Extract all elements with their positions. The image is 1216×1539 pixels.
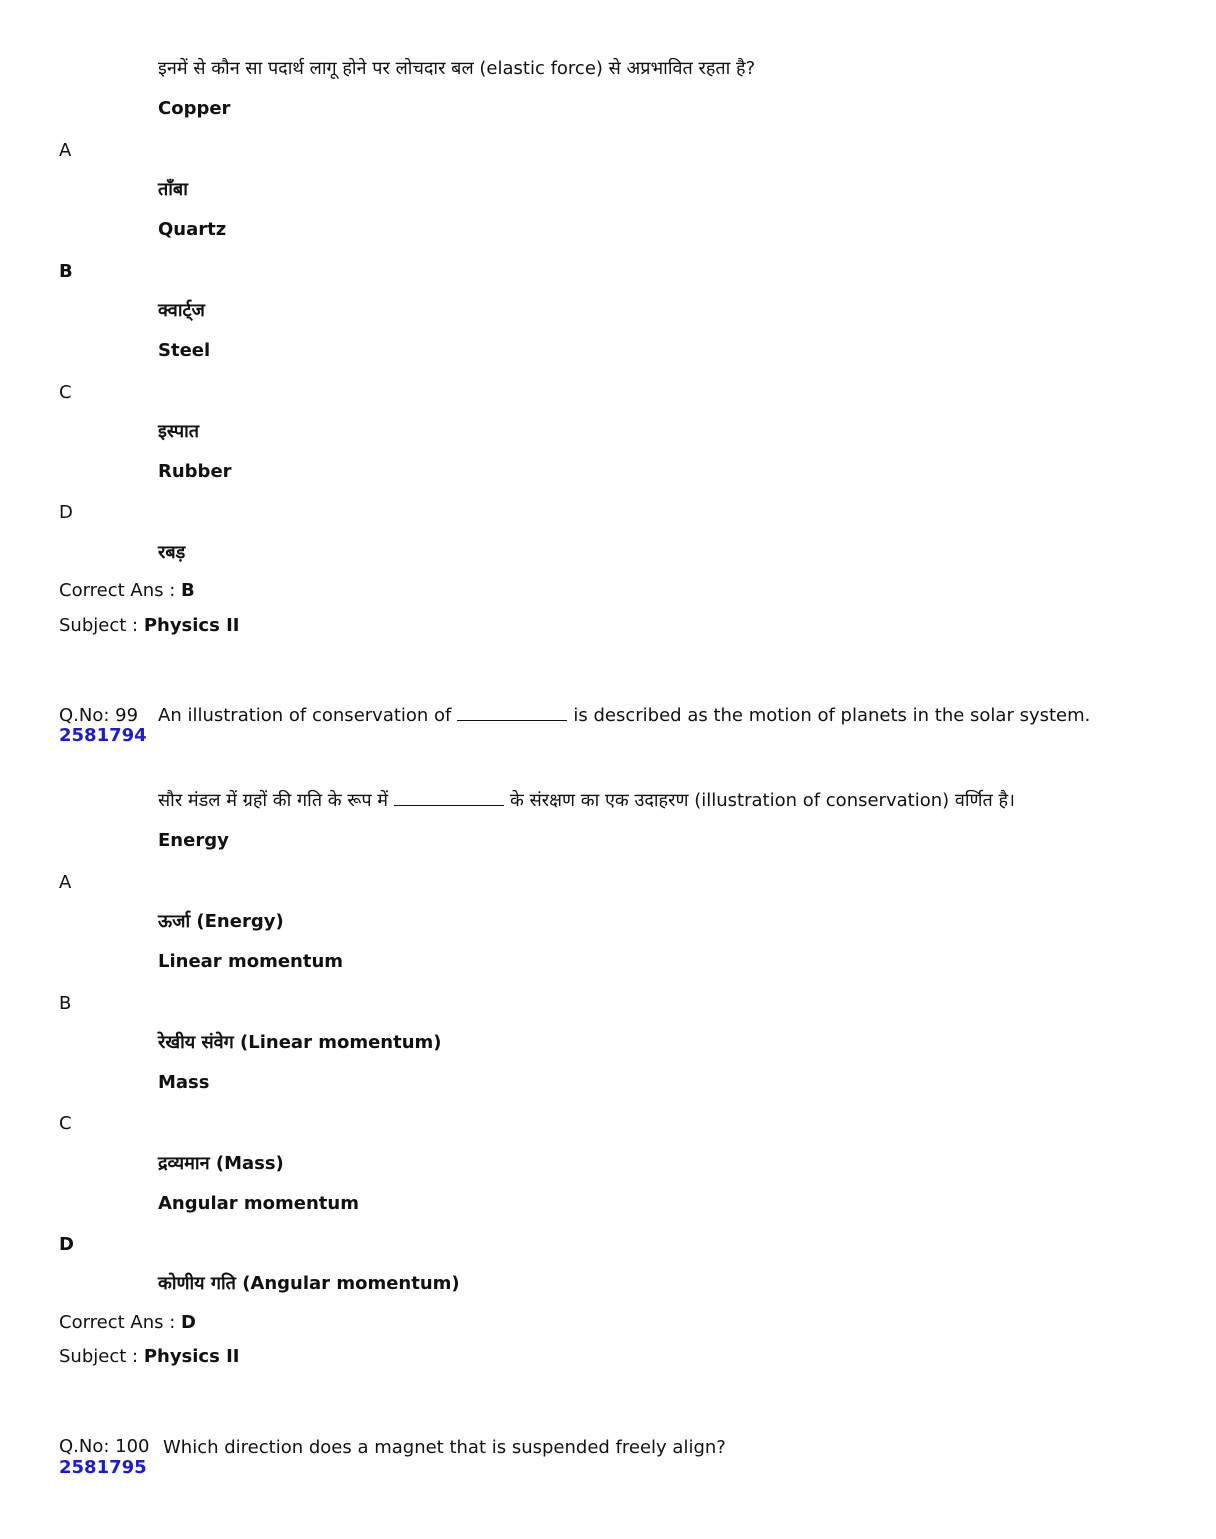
q99-id: 2581794: [59, 725, 147, 746]
correct-ans-value: D: [181, 1312, 196, 1333]
q99-option-a-hi: ऊर्जा (Energy): [158, 911, 284, 932]
q99-option-b-letter: B: [59, 993, 72, 1014]
q99-option-a-letter: A: [59, 872, 72, 893]
q99-option-c-letter: C: [59, 1113, 72, 1134]
q99-option-c-en: Mass: [158, 1072, 210, 1093]
q99-subject: [59, 1346, 239, 1368]
q99-correct-answer: [59, 1312, 196, 1334]
q98-option-c-letter: C: [59, 382, 72, 403]
q99-option-d-hi: कोणीय गति (Angular momentum): [158, 1273, 460, 1294]
q98-option-d-en: Rubber: [158, 461, 232, 482]
q98-option-c-hi: इस्पात: [158, 421, 199, 442]
q98-option-a-en: Copper: [158, 98, 231, 119]
q99-option-d-letter: D: [59, 1234, 74, 1255]
q99-option-a-en: Energy: [158, 830, 229, 851]
q98-option-a-hi: ताँबा: [158, 179, 188, 200]
q98-option-d-hi: रबड़: [158, 542, 186, 563]
q99-english-question: [158, 705, 1090, 727]
subject-value: Physics II: [143, 615, 240, 636]
correct-ans-label: Correct Ans :: [59, 1312, 176, 1333]
q99-hi-pre: सौर मंडल में ग्रहों की गति के रूप में: [158, 790, 389, 811]
q99-option-b-hi: रेखीय संवेग (Linear momentum): [158, 1032, 442, 1053]
q99-en-post: is described as the motion of planets in the solar system.: [573, 705, 1091, 726]
correct-ans-value: B: [181, 580, 195, 601]
q100-number: Q.No: 100: [59, 1436, 150, 1457]
subject-value: Physics II: [143, 1346, 240, 1367]
q100-english-question: Which direction does a magnet that is suspended freely align?: [163, 1437, 726, 1458]
blank-line: [457, 706, 567, 721]
q99-hindi-question: [158, 790, 1015, 812]
q98-option-d-letter: D: [59, 502, 73, 523]
q98-subject: [59, 615, 239, 637]
q99-option-c-hi: द्रव्यमान (Mass): [158, 1153, 284, 1174]
correct-ans-label: Correct Ans :: [59, 580, 176, 601]
q98-hindi-question: इनमें से कौन सा पदार्थ लागू होने पर लोचदार बल (elastic force) से अप्रभावित रहता है?: [158, 58, 756, 79]
q99-option-b-en: Linear momentum: [158, 951, 344, 972]
q98-option-b-hi: क्वार्ट्ज: [158, 300, 205, 321]
q98-option-b-en: Quartz: [158, 219, 227, 240]
q98-option-c-en: Steel: [158, 340, 211, 361]
blank-line: [394, 791, 504, 806]
q98-option-b-letter: B: [59, 261, 73, 282]
q98-correct-answer: [59, 580, 195, 602]
q98-option-a-letter: A: [59, 140, 72, 161]
q99-option-d-en: Angular momentum: [158, 1193, 359, 1214]
q100-id: 2581795: [59, 1457, 147, 1478]
q99-en-pre: An illustration of conservation of: [158, 705, 452, 726]
subject-label: Subject :: [59, 615, 139, 636]
q99-number: Q.No: 99: [59, 705, 139, 726]
subject-label: Subject :: [59, 1346, 139, 1367]
q99-hi-post: के संरक्षण का एक उदाहरण (illustration of conservation) वर्णित है।: [510, 790, 1015, 811]
